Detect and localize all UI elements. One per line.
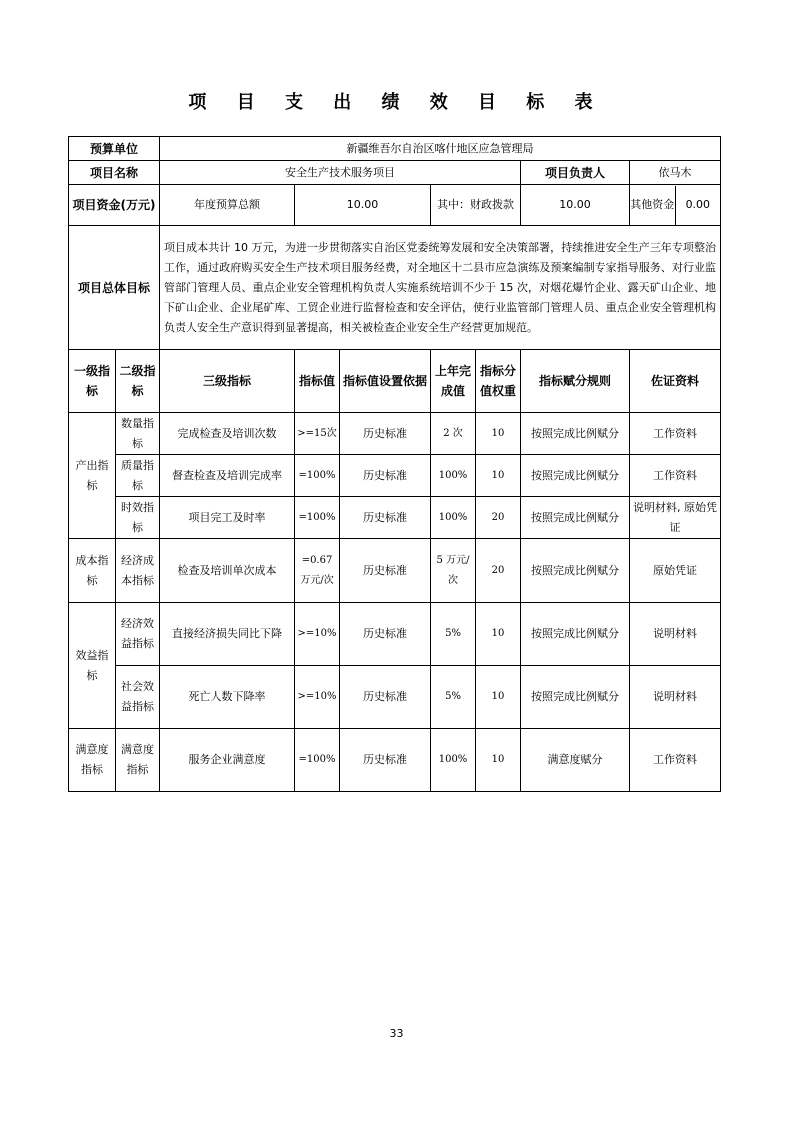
value-cell: >=10%	[295, 603, 340, 666]
group-cost: 成本指标	[69, 539, 116, 603]
prev-cell: 100%	[431, 497, 476, 539]
fiscal-alloc-label: 其中：财政拨款	[431, 185, 521, 226]
prev-cell: 100%	[431, 455, 476, 497]
prev-cell: 100%	[431, 729, 476, 792]
proof-cell: 说明材料, 原始凭证	[630, 497, 721, 539]
header-proof: 佐证资料	[630, 350, 721, 413]
value-cell: =100%	[295, 455, 340, 497]
rule-cell: 按照完成比例赋分	[521, 497, 630, 539]
project-leader-label: 项目负责人	[521, 161, 630, 185]
table-row	[69, 497, 721, 539]
budget-unit-value: 新疆维吾尔自治区喀什地区应急管理局	[160, 137, 721, 161]
overall-goal-label: 项目总体目标	[69, 226, 160, 350]
header-level2: 二级指标	[116, 350, 160, 413]
basis-cell: 历史标准	[340, 666, 431, 729]
weight-cell: 20	[476, 497, 521, 539]
basis-cell: 历史标准	[340, 539, 431, 603]
other-funds-value: 0.00	[675, 186, 721, 225]
project-name-value: 安全生产技术服务项目	[160, 161, 521, 185]
page-title: 项 目 支 出 绩 效 目 标 表	[188, 92, 605, 113]
overall-goal-text: 项目成本共计 10 万元，为进一步贯彻落实自治区党委统筹发展和安全决策部署，持续推进安全生产三年专项整治工作，通过政府购买安全生产技术项目服务经费，对全地区十二县市应急演练及预案编制专家指导服务、对行业监管部门管理人员、重点企业安全管理机构负责人实施系统培训不少于 15 次，对烟花爆竹企业、露天矿山企业、地下矿山企业、企业尾矿库、工贸企业进行监督检查和安全评估，使行业监管部门管理人员、重点企业安全管理机构负责人安全生产意识得到显著提高，相关被检查企业安全生产经营更加规范。	[160, 226, 721, 350]
basis-cell: 历史标准	[340, 455, 431, 497]
header-rule: 指标赋分规则	[521, 350, 630, 413]
value-cell: =100%	[295, 497, 340, 539]
basis-cell: 历史标准	[340, 603, 431, 666]
weight-cell: 20	[476, 539, 521, 603]
prev-cell: 5%	[431, 666, 476, 729]
header-level3: 三级指标	[160, 350, 295, 413]
weight-cell: 10	[476, 603, 521, 666]
rule-cell: 按照完成比例赋分	[521, 603, 630, 666]
rule-cell: 满意度赋分	[521, 729, 630, 792]
basis-cell: 历史标准	[340, 729, 431, 792]
weight-cell: 10	[476, 413, 521, 455]
prev-cell: 5 万元/次	[431, 539, 476, 603]
value-cell: >=10%	[295, 666, 340, 729]
other-funds-cell	[630, 185, 721, 226]
table-row	[69, 455, 721, 497]
level3-cell: 直接经济损失同比下降	[160, 603, 295, 666]
level3-cell: 督查检查及培训完成率	[160, 455, 295, 497]
proof-cell: 说明材料	[630, 666, 721, 729]
header-basis: 指标值设置依据	[340, 350, 431, 413]
level3-cell: 死亡人数下降率	[160, 666, 295, 729]
annual-budget-label: 年度预算总额	[160, 185, 295, 226]
weight-cell: 10	[476, 455, 521, 497]
budget-unit-label: 预算单位	[69, 137, 160, 161]
group-output: 产出指标	[69, 413, 116, 539]
rule-cell: 按照完成比例赋分	[521, 455, 630, 497]
proof-cell: 工作资料	[630, 455, 721, 497]
value-cell: =100%	[295, 729, 340, 792]
header-value: 指标值	[295, 350, 340, 413]
level2-cell: 满意度指标	[116, 729, 160, 792]
prev-cell: 2 次	[431, 413, 476, 455]
value-cell: >=15次	[295, 413, 340, 455]
header-weight: 指标分值权重	[476, 350, 521, 413]
header-prev: 上年完成值	[431, 350, 476, 413]
weight-cell: 10	[476, 729, 521, 792]
level2-cell: 时效指标	[116, 497, 160, 539]
annual-budget-value: 10.00	[295, 185, 431, 226]
basis-cell: 历史标准	[340, 497, 431, 539]
level2-cell: 经济成本指标	[116, 539, 160, 603]
group-benefit: 效益指标	[69, 603, 116, 729]
level3-cell: 项目完工及时率	[160, 497, 295, 539]
level2-cell: 数量指标	[116, 413, 160, 455]
rule-cell: 按照完成比例赋分	[521, 413, 630, 455]
fiscal-alloc-value: 10.00	[521, 185, 630, 226]
level2-cell: 经济效益指标	[116, 603, 160, 666]
header-level1: 一级指标	[69, 350, 116, 413]
project-funds-label: 项目资金(万元)	[69, 185, 160, 226]
page-number: 33	[389, 1027, 404, 1040]
level2-cell: 质量指标	[116, 455, 160, 497]
performance-table	[68, 136, 721, 792]
level3-cell: 检查及培训单次成本	[160, 539, 295, 603]
level3-cell: 服务企业满意度	[160, 729, 295, 792]
proof-cell: 原始凭证	[630, 539, 721, 603]
table-row	[69, 413, 721, 455]
prev-cell: 5%	[431, 603, 476, 666]
basis-cell: 历史标准	[340, 413, 431, 455]
other-funds-label: 其他资金	[630, 198, 675, 211]
table-row	[69, 729, 721, 792]
rule-cell: 按照完成比例赋分	[521, 539, 630, 603]
proof-cell: 工作资料	[630, 413, 721, 455]
value-cell: =0.67万元/次	[295, 539, 340, 603]
rule-cell: 按照完成比例赋分	[521, 666, 630, 729]
level3-cell: 完成检查及培训次数	[160, 413, 295, 455]
table-row	[69, 539, 721, 603]
level2-cell: 社会效益指标	[116, 666, 160, 729]
project-name-label: 项目名称	[69, 161, 160, 185]
project-leader-value: 依马木	[630, 161, 721, 185]
table-row	[69, 666, 721, 729]
table-row	[69, 603, 721, 666]
group-satisfaction: 满意度指标	[69, 729, 116, 792]
proof-cell: 工作资料	[630, 729, 721, 792]
proof-cell: 说明材料	[630, 603, 721, 666]
weight-cell: 10	[476, 666, 521, 729]
